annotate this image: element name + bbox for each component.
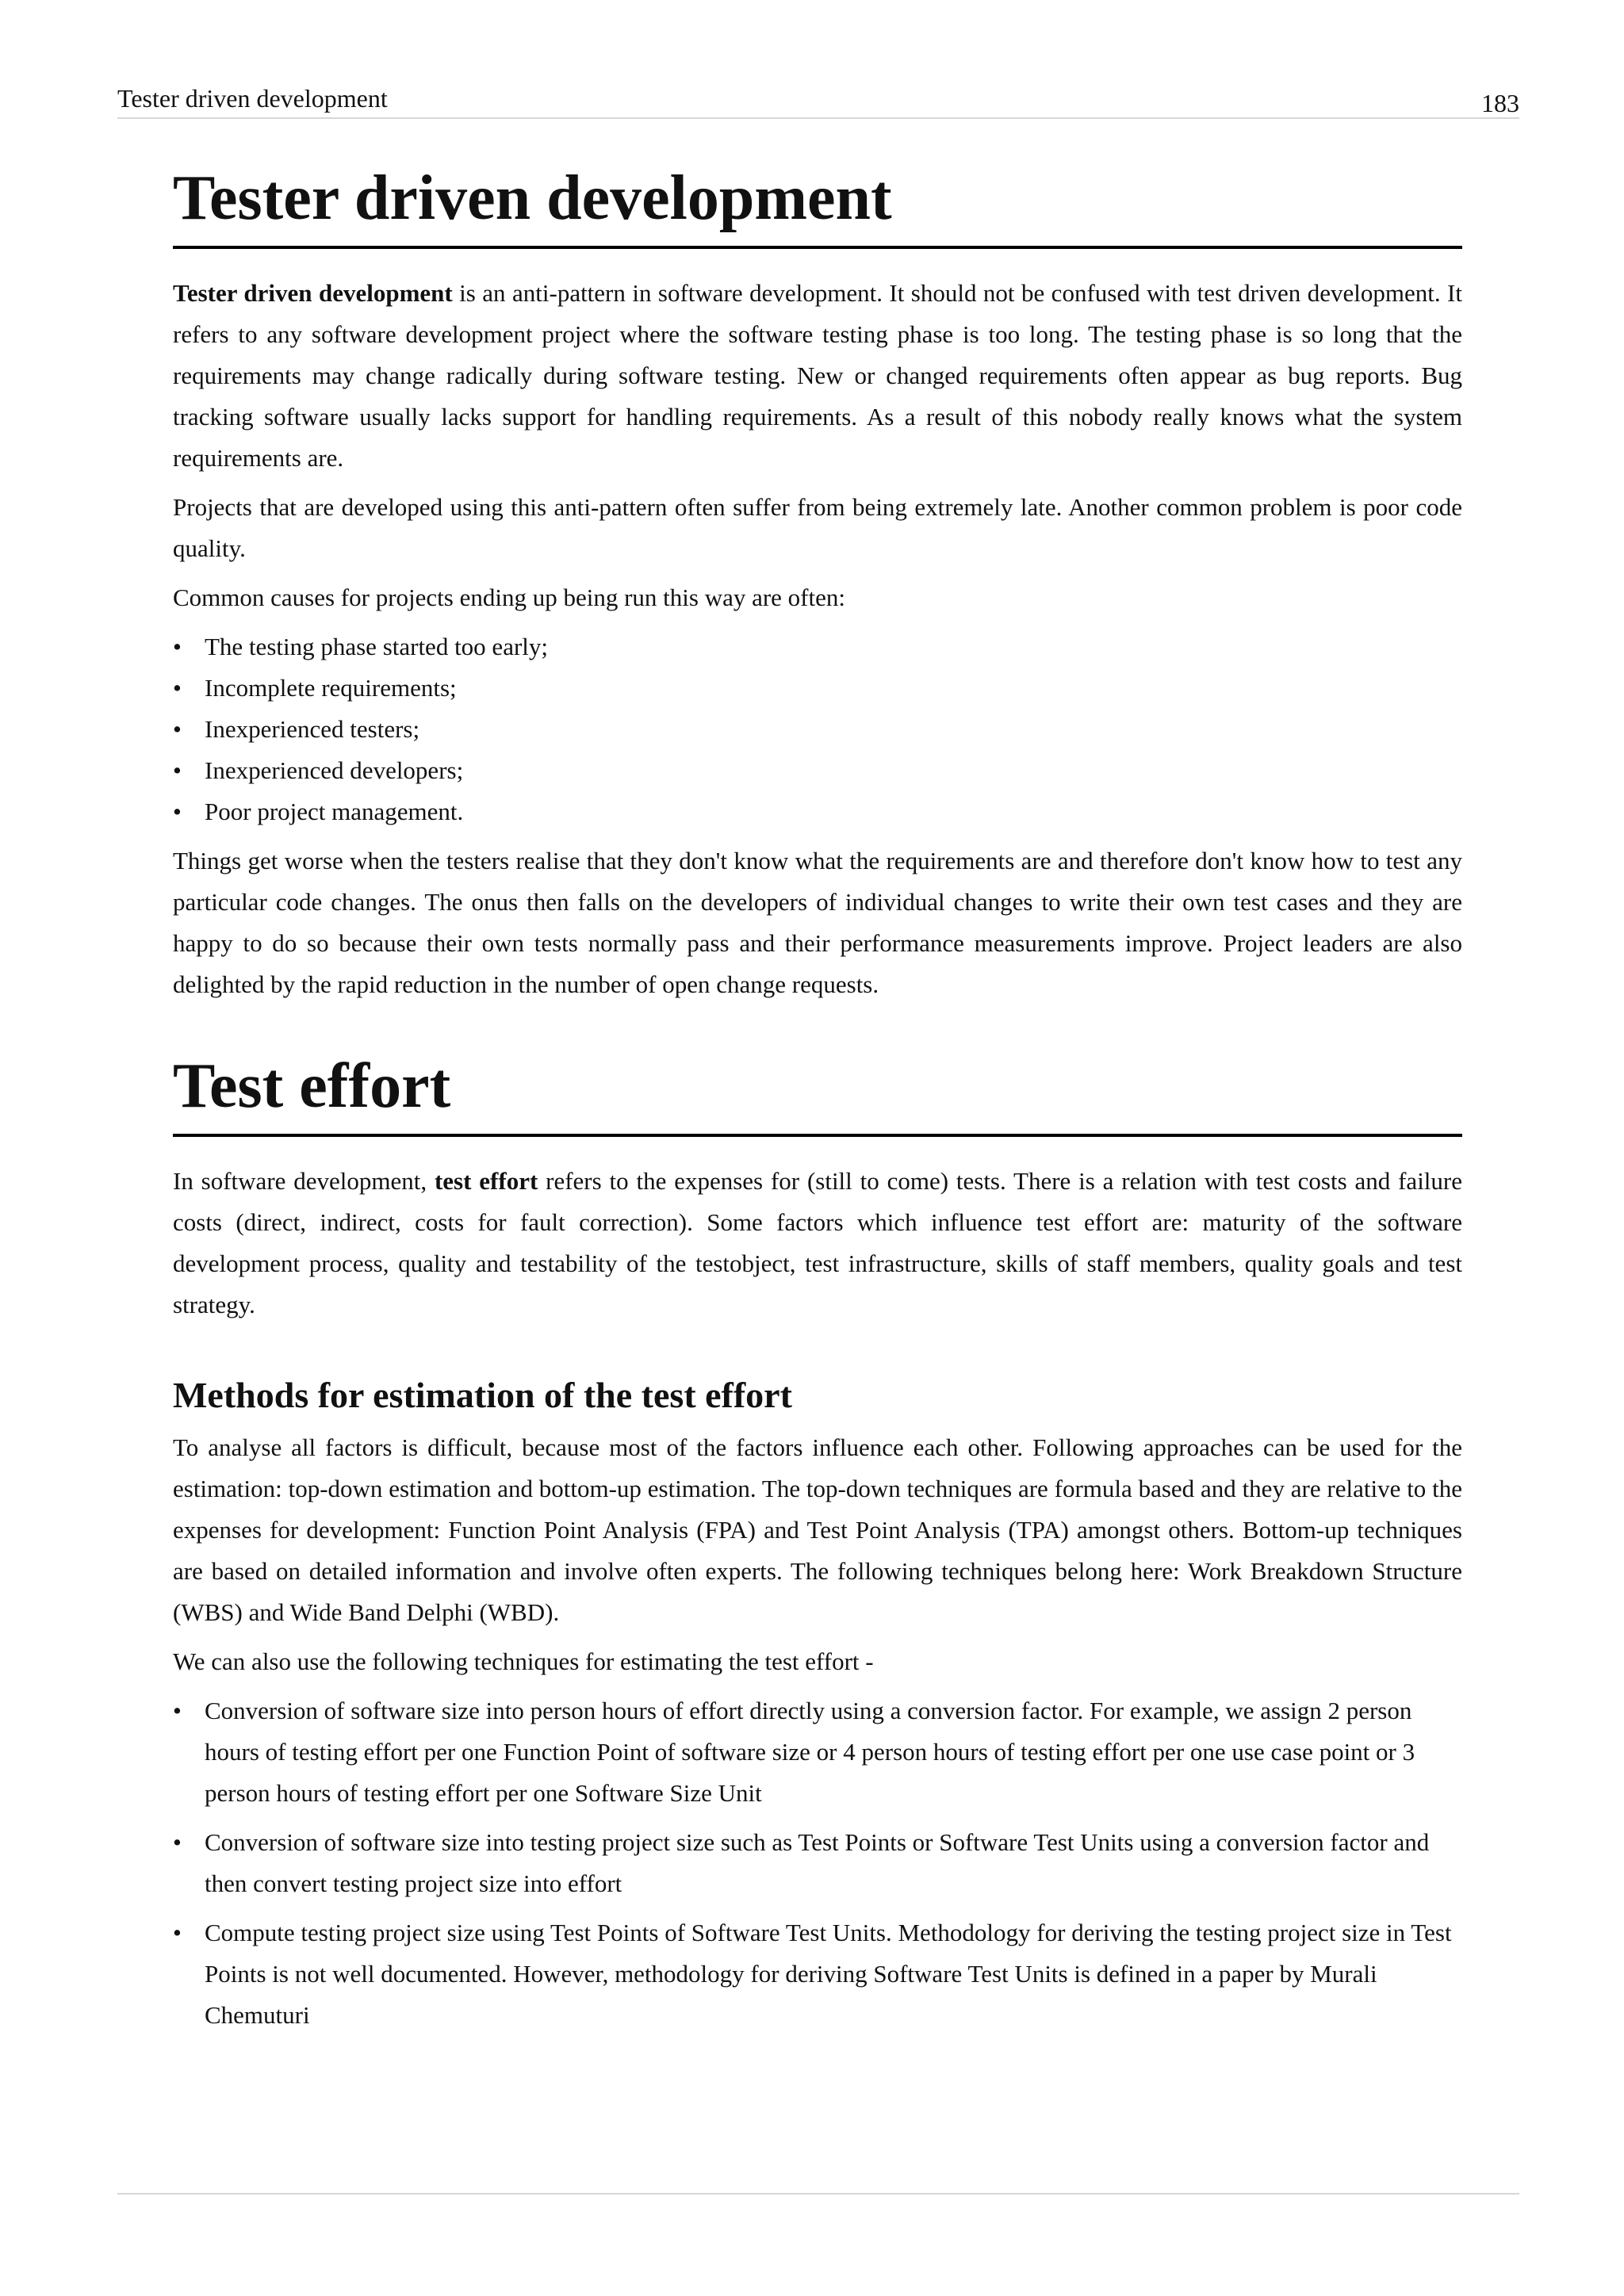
causes-list: [173, 626, 1462, 832]
page-number: 183: [1481, 89, 1519, 117]
paragraph-definition-text: is an anti-pattern in software development. It should not be confused with test driven development. It refers to any software development project where the software testing phase is too long. The testing phase is so long that the requirements may change radically during software testing. New or changed requirements often appear as bug reports. Bug tracking software usually lacks support for handling requirements. As a result of this nobody really knows what the system requirements are.: [173, 279, 1462, 472]
list-item: • Incomplete requirements;: [173, 668, 1462, 709]
paragraph-approaches: To analyse all factors is difficult, because most of the factors influence each other. Following approaches can be used for the estimation: top-down estimation and bottom-up estimation. The top-down techniques are formula based and they are relative to the expenses for development: Function Point Analysis (FPA) and Test Point Analysis (TPA) amongst others. Bottom-up techniques are based on detailed information and involve often experts. The following techniques belong here: Work Breakdown Structure (WBS) and Wide Band Delphi (WBD).: [173, 1433, 1462, 1626]
paragraph-prefix: In software development,: [173, 1167, 435, 1195]
list-item: • Conversion of software size into person hours of effort directly using a conversion factor. For example, we assign 2 person hours of testing effort per one Function Point of software size or 4 person hours of testing effort per one use case point or 3 person hours of testing effort per one Software Size Unit: [173, 1690, 1462, 1814]
page-content: [173, 159, 1462, 2044]
running-header: [117, 79, 1519, 119]
term-test-effort: test effort: [434, 1167, 538, 1195]
paragraph-techniques-intro: We can also use the following techniques for estimating the test effort -: [173, 1647, 874, 1675]
list-item: • Compute testing project size using Test Points of Software Test Units. Methodology for deriving the testing project size in Test Points is not well documented. However, methodology for deriving Software Test Units is defined in a paper by Murali Chemuturi: [173, 1912, 1462, 2036]
list-item: • Poor project management.: [173, 791, 1462, 832]
footer-rule: [117, 2193, 1519, 2195]
running-title: Tester driven development: [117, 84, 388, 113]
paragraph-definition: [173, 273, 1462, 479]
paragraph-things-get-worse: Things get worse when the testers realise that they don't know what the requirements are and therefore don't know how to test any particular code changes. The onus then falls on the developers of individual changes to write their own test cases and they are happy to do so because their own tests normally pass and their performance measurements improve. Project leaders are also delighted by the rapid reduction in the number of open change requests.: [173, 847, 1462, 998]
section-title-tester-driven-development: Tester driven development: [173, 159, 1462, 249]
list-item: • Inexperienced developers;: [173, 750, 1462, 791]
list-item: • Conversion of software size into testing project size such as Test Points or Software Test Units using a conversion factor and then convert testing project size into effort: [173, 1822, 1462, 1904]
paragraph-causes-intro: Common causes for projects ending up being run this way are often:: [173, 584, 845, 611]
term-tester-driven-development: Tester driven development: [173, 279, 453, 307]
paragraph-test-effort-text: refers to the expenses for (still to come) tests. There is a relation with test costs and failure costs (direct, indirect, costs for fault correction). Some factors which influence test effort are: maturity of the software development process, quality and testability of the testobject, test infrastructure, skills of staff members, quality goals and test strategy.: [173, 1167, 1462, 1318]
techniques-list: [173, 1690, 1462, 2036]
paragraph-consequences: Projects that are developed using this anti-pattern often suffer from being extremely late. Another common problem is poor code quality.: [173, 493, 1462, 562]
section-title-test-effort: Test effort: [173, 1047, 1462, 1137]
paragraph-test-effort-definition: [173, 1161, 1462, 1326]
subsection-title-methods: Methods for estimation of the test effort: [173, 1375, 792, 1415]
list-item: • Inexperienced testers;: [173, 709, 1462, 750]
list-item: • The testing phase started too early;: [173, 626, 1462, 668]
